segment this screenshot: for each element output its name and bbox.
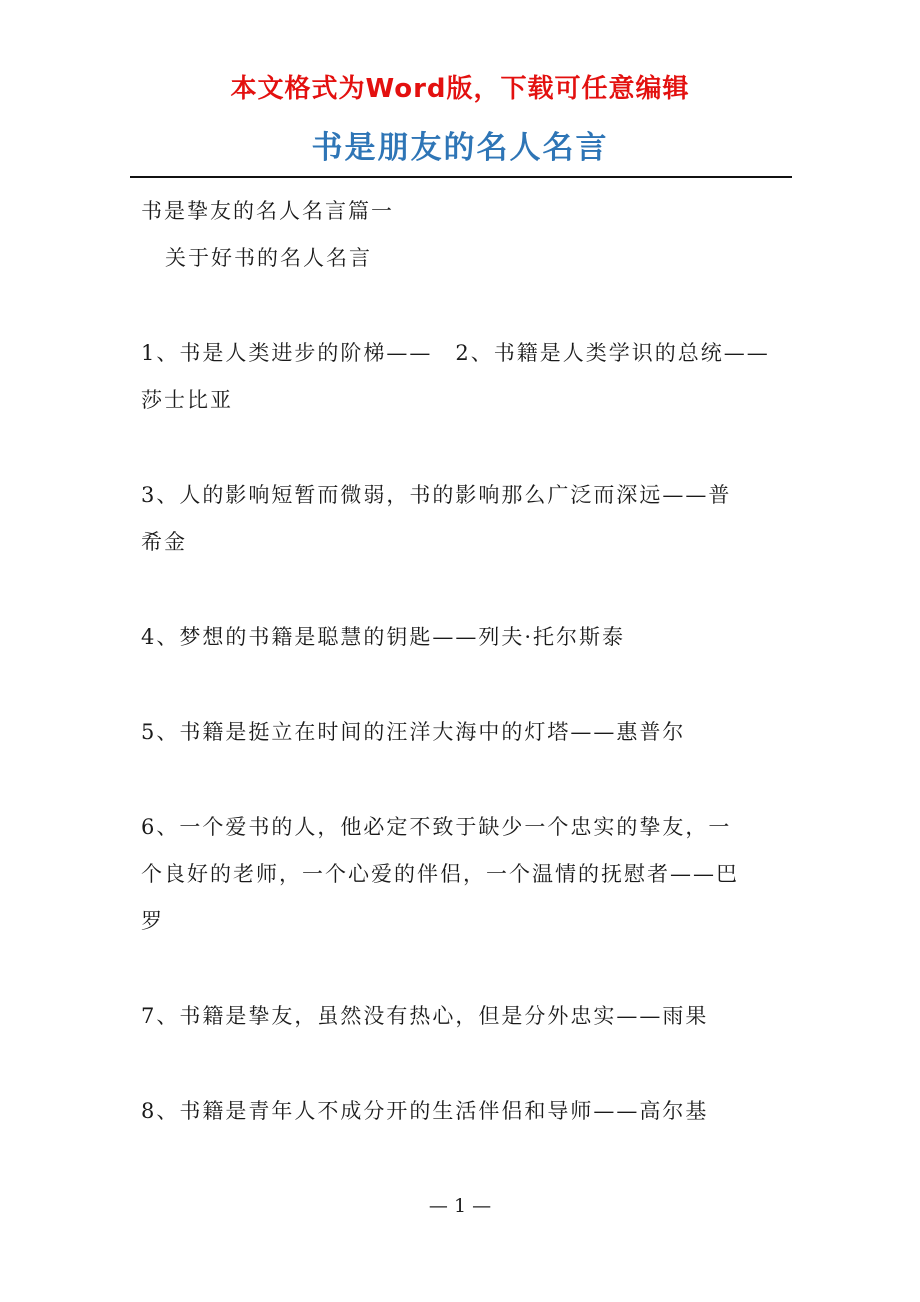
section-heading: 书是挚友的名人名言篇一 — [141, 199, 394, 223]
quote-line: 8、书籍是青年人不成分开的生活伴侣和导师——高尔基 — [141, 1099, 709, 1123]
paragraph-gap — [141, 661, 791, 709]
paragraph-gap — [141, 424, 791, 472]
quote-item — [141, 614, 791, 661]
quote-line: 6、一个爱书的人，他必定不致于缺少一个忠实的挚友，一 — [141, 815, 732, 839]
quote-line: 个良好的老师，一个心爱的伴侣，一个温情的抚慰者——巴 — [141, 862, 739, 886]
document-title: 书是朋友的名人名言 — [311, 130, 609, 166]
paragraph-gap — [141, 756, 791, 804]
quote-line: 3、人的影响短暂而微弱，书的影响那么广泛而深远——普 — [141, 483, 732, 507]
paragraph-gap — [141, 282, 791, 330]
quote-item — [141, 993, 791, 1040]
subheading: 关于好书的名人名言 — [165, 246, 372, 270]
quote-line: 1、书是人类进步的阶梯—— 2、书籍是人类学识的总统—— — [141, 341, 770, 365]
quote-item — [141, 709, 791, 756]
quote-item — [141, 330, 791, 424]
quote-line: 5、书籍是挺立在时间的汪洋大海中的灯塔——惠普尔 — [141, 720, 686, 744]
format-notice: 本文格式为Word版，下载可任意编辑 — [230, 74, 690, 104]
quote-line: 7、书籍是挚友，虽然没有热心，但是分外忠实——雨果 — [141, 1004, 709, 1028]
paragraph-gap — [141, 1040, 791, 1088]
quote-item — [141, 472, 791, 566]
page-number: — 1 — — [428, 1195, 492, 1217]
quote-item — [141, 804, 791, 945]
quote-line: 希金 — [141, 530, 187, 554]
paragraph-gap — [141, 945, 791, 993]
document-body — [141, 188, 791, 1135]
quote-item — [141, 1088, 791, 1135]
quote-line: 罗 — [141, 909, 164, 933]
paragraph-gap — [141, 566, 791, 614]
quote-line: 莎士比亚 — [141, 388, 233, 412]
title-divider — [130, 176, 792, 178]
quote-line: 4、梦想的书籍是聪慧的钥匙——列夫·托尔斯泰 — [141, 625, 626, 649]
